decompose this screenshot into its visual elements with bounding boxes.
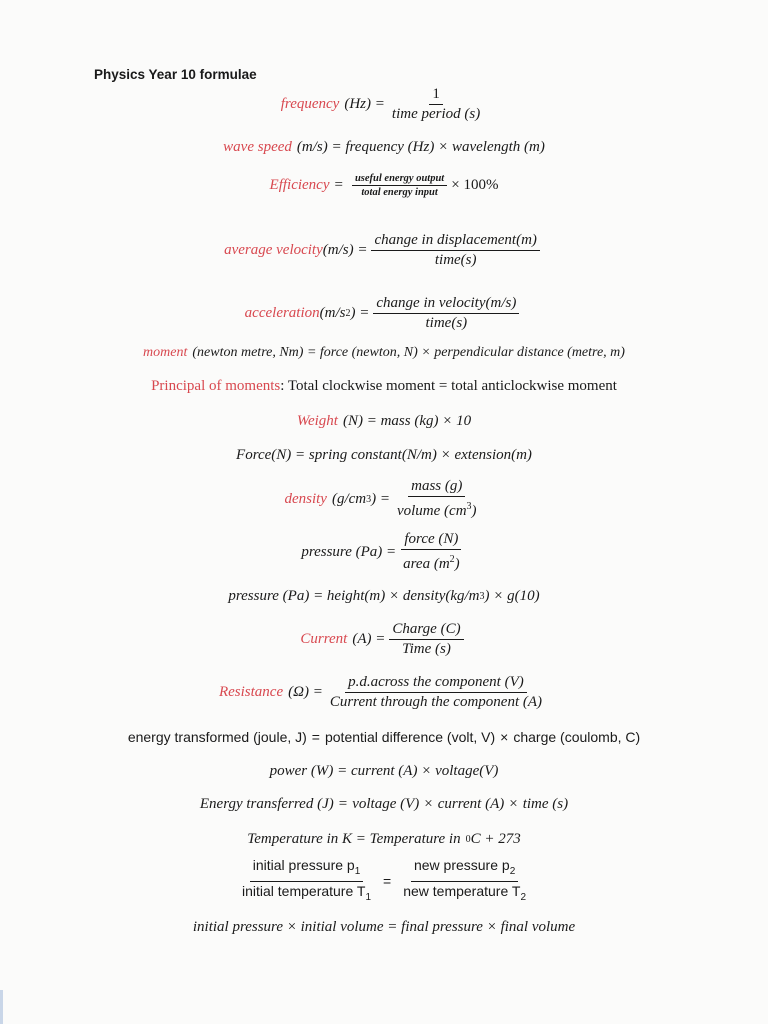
acceleration-unit-pre: (m/s	[319, 304, 346, 321]
new-pressure-text: new pressure p	[413, 856, 510, 873]
new-temperature-sub: 2	[520, 891, 527, 903]
frequency-denominator: time period (s)	[391, 105, 481, 122]
average-velocity-term: average velocity	[224, 241, 323, 258]
efficiency-formula	[0, 166, 768, 204]
initial-pressure-sub: 1	[354, 865, 361, 877]
energy-transferred-time: time (s)	[522, 795, 569, 812]
efficiency-term: Efficiency	[269, 176, 330, 193]
energy-transformed-times: ×	[500, 729, 509, 745]
energy-transformed-formula	[0, 726, 768, 748]
pressure-den-post: )	[454, 556, 460, 572]
density-unit-pre: (g/cm	[331, 490, 367, 507]
density-den-pre: volume (cm	[396, 503, 467, 519]
efficiency-denominator: total energy input	[361, 186, 438, 198]
efficiency-equals: =	[334, 176, 343, 193]
hydrostatic-pressure-pre: pressure (Pa) = height(m) × density(kg/m	[228, 587, 480, 604]
temperature-pre: Temperature in K = Temperature in	[247, 830, 461, 847]
temperature-formula	[0, 827, 768, 851]
frequency-formula	[0, 82, 768, 126]
new-temperature	[400, 882, 529, 907]
pressure-volume-text: initial pressure × initial volume = final pressure × final volume	[192, 918, 576, 935]
density-numerator: mass (g)	[408, 477, 465, 497]
temperature-sup: 0	[465, 833, 471, 845]
page-title: Physics Year 10 formulae	[94, 67, 257, 82]
efficiency-fraction	[352, 172, 447, 199]
weight-formula	[0, 410, 768, 432]
wave-speed-rest: (m/s) = frequency (Hz) × wavelength (m)	[296, 138, 545, 155]
density-term: density	[284, 490, 327, 507]
frequency-numerator: 1	[429, 85, 443, 105]
gas-law-equals: =	[383, 873, 392, 889]
current-unit: (A) =	[352, 630, 386, 647]
resistance-unit: (Ω) =	[288, 683, 323, 700]
weight-rest: (N) = mass (kg) × 10	[342, 412, 472, 429]
acceleration-term: acceleration	[244, 304, 320, 321]
energy-transformed-pd: potential difference (volt, V)	[324, 729, 496, 745]
pressure-denominator	[400, 550, 463, 574]
hydrostatic-pressure-sup: 3	[479, 590, 485, 602]
energy-transformed-lhs: energy transformed (joule, J)	[127, 729, 307, 745]
density-den-sup: 3	[466, 501, 472, 512]
hydrostatic-pressure-formula	[0, 585, 768, 607]
pressure-numerator: force (N)	[401, 530, 461, 550]
principal-of-moments-term: Principal of moments	[151, 377, 281, 394]
density-den-post: )	[471, 503, 477, 519]
new-temperature-text: new temperature T	[403, 882, 521, 899]
frequency-fraction	[389, 85, 483, 124]
current-numerator: Charge (C)	[389, 620, 463, 640]
initial-pressure	[250, 856, 364, 882]
current-term: Current	[300, 630, 348, 647]
density-denominator	[394, 497, 480, 521]
energy-transformed-charge: charge (coulomb, C)	[513, 729, 641, 745]
moment-term: moment	[143, 345, 188, 360]
resistance-fraction	[327, 673, 545, 712]
density-fraction	[394, 477, 480, 521]
new-fraction	[400, 856, 529, 907]
acceleration-fraction	[373, 294, 519, 333]
new-pressure	[411, 856, 518, 882]
efficiency-tail: × 100%	[451, 176, 499, 193]
initial-pressure-text: initial pressure p	[252, 856, 355, 873]
efficiency-numerator: useful energy output	[352, 172, 447, 186]
weight-term: Weight	[296, 412, 338, 429]
principal-of-moments-rest: : Total clockwise moment = total anticlockwise moment	[280, 377, 617, 394]
power-formula	[0, 760, 768, 782]
pressure-volume-law	[0, 916, 768, 938]
energy-transferred-current: current (A)	[437, 795, 505, 812]
force-text: Force(N) = spring constant(N/m) × extension(m)	[236, 446, 532, 463]
principal-of-moments	[0, 375, 768, 397]
acceleration-unit-post: ) =	[350, 304, 370, 321]
energy-transferred-formula	[0, 793, 768, 815]
resistance-formula	[0, 670, 768, 714]
frequency-term: frequency	[280, 95, 340, 112]
scan-edge	[0, 990, 3, 1024]
pressure-temperature-law	[0, 856, 768, 903]
energy-transferred-equals: =	[338, 795, 348, 812]
resistance-denominator: Current through the component (A)	[329, 693, 543, 710]
moment-formula	[0, 342, 768, 364]
initial-temperature-text: initial temperature T	[241, 882, 366, 899]
moment-rest: (newton metre, Nm) = force (newton, N) × perpendicular distance (metre, m)	[192, 345, 625, 360]
acceleration-formula	[0, 292, 768, 334]
temperature-post: C + 273	[470, 830, 521, 847]
wave-speed-formula	[0, 136, 768, 158]
average-velocity-fraction	[371, 231, 539, 270]
acceleration-unit-sup: 2	[345, 307, 351, 319]
initial-temperature	[239, 882, 374, 907]
current-fraction	[389, 620, 463, 659]
average-velocity-formula	[0, 229, 768, 271]
frequency-unit: (Hz) =	[344, 95, 385, 112]
energy-transferred-times-2: ×	[509, 795, 518, 812]
wave-speed-term: wave speed	[223, 138, 292, 155]
average-velocity-unit: (m/s) =	[322, 241, 368, 258]
force-formula	[0, 444, 768, 466]
pressure-lhs: pressure (Pa) =	[301, 543, 397, 560]
density-formula	[0, 477, 768, 521]
density-unit-sup: 3	[366, 493, 372, 505]
energy-transformed-equals: =	[311, 729, 320, 745]
density-unit-post: ) =	[371, 490, 390, 507]
pressure-den-pre: area (m	[403, 556, 450, 572]
energy-transferred-voltage: voltage (V)	[352, 795, 420, 812]
average-velocity-numerator: change in displacement(m)	[371, 231, 539, 251]
power-text: power (W) = current (A) × voltage(V)	[269, 762, 499, 779]
energy-transferred-lhs: Energy transferred (J)	[199, 795, 334, 812]
resistance-numerator: p.d.across the component (V)	[345, 673, 527, 693]
initial-temperature-sub: 1	[365, 891, 372, 903]
pressure-fraction	[400, 530, 463, 574]
current-formula	[0, 617, 768, 661]
hydrostatic-pressure-post: ) × g(10)	[484, 587, 540, 604]
acceleration-numerator: change in velocity(m/s)	[373, 294, 519, 314]
current-denominator: Time (s)	[402, 640, 451, 657]
pressure-den-sup: 2	[449, 554, 455, 565]
initial-fraction	[239, 856, 374, 907]
pressure-formula	[0, 530, 768, 574]
new-pressure-sub: 2	[509, 865, 516, 877]
energy-transferred-times-1: ×	[424, 795, 433, 812]
resistance-term: Resistance	[218, 683, 284, 700]
average-velocity-denominator: time(s)	[434, 251, 477, 268]
acceleration-denominator: time(s)	[425, 314, 468, 331]
